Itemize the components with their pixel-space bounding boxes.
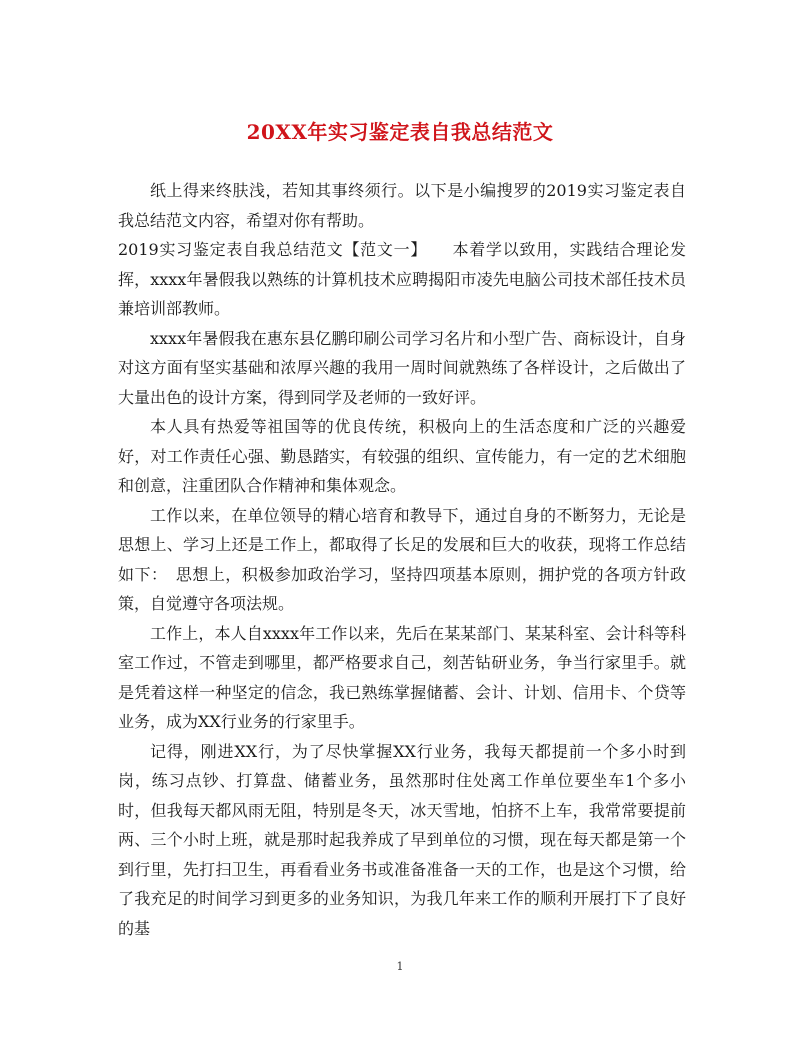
paragraph-intro: 纸上得来终肤浅，若知其事终须行。以下是小编搜罗的2019实习鉴定表自我总结范文内容，希望对你有帮助。 xyxy=(118,181,686,230)
page-number: 1 xyxy=(396,960,404,973)
document-body xyxy=(118,176,686,943)
paragraph-work-summary: 工作以来，在单位领导的精心培育和教导下，通过自身的不断努力，无论是思想上、学习上还是工作上，都取得了长足的发展和巨大的收获，现将工作总结如下： 思想上，积极参加政治学习，坚持四项基本原则，拥护党的各项方针政策，自觉遵守各项法规。 xyxy=(118,505,686,613)
paragraph-personal-qualities: 本人具有热爱等祖国等的优良传统，积极向上的生活态度和广泛的兴趣爱好，对工作责任心强、勤恳踏实，有较强的组织、宣传能力，有一定的艺术细胞和创意，注重团队合作精神和集体观念。 xyxy=(118,417,686,495)
paragraph-work-history: 工作上，本人自xxxx年工作以来，先后在某某部门、某某科室、会计科等科室工作过，不管走到哪里，都严格要求自己，刻苦钻研业务，争当行家里手。就是凭着这样一种坚定的信念，我已熟练掌握储蓄、会计、计划、信用卡、个贷等业务，成为XX行业务的行家里手。 xyxy=(118,623,686,731)
paragraph-early-days: 记得，刚进XX行，为了尽快掌握XX行业务，我每天都提前一个多小时到岗，练习点钞、打算盘、储蓄业务，虽然那时住处离工作单位要坐车1个多小时，但我每天都风雨无阻，特别是冬天，冰天雪地，怕挤不上车，我常常要提前两、三个小时上班，就是那时起我养成了早到单位的习惯，现在每天都是第一个到行里，先打扫卫生，再看看业务书或准备准备一天的工作，也是这个习惯，给了我充足的时间学习到更多的业务知识，为我几年来工作的顺利开展打下了良好的基 xyxy=(118,741,686,938)
paragraph-design-experience: xxxx年暑假我在惠东县亿鹏印刷公司学习名片和小型广告、商标设计，自身对这方面有坚实基础和浓厚兴趣的我用一周时间就熟练了各样设计，之后做出了大量出色的设计方案，得到同学及老师的一致好评。 xyxy=(118,328,686,407)
document-title: 20XX年实习鉴定表自我总结范文 xyxy=(246,120,554,144)
paragraph-sample-one: 2019实习鉴定表自我总结范文【范文一】 本着学以致用，实践结合理论发挥，xxxx年暑假我以熟练的计算机技术应聘揭阳市凌先电脑公司技术部任技术员兼培训部教师。 xyxy=(118,240,686,318)
